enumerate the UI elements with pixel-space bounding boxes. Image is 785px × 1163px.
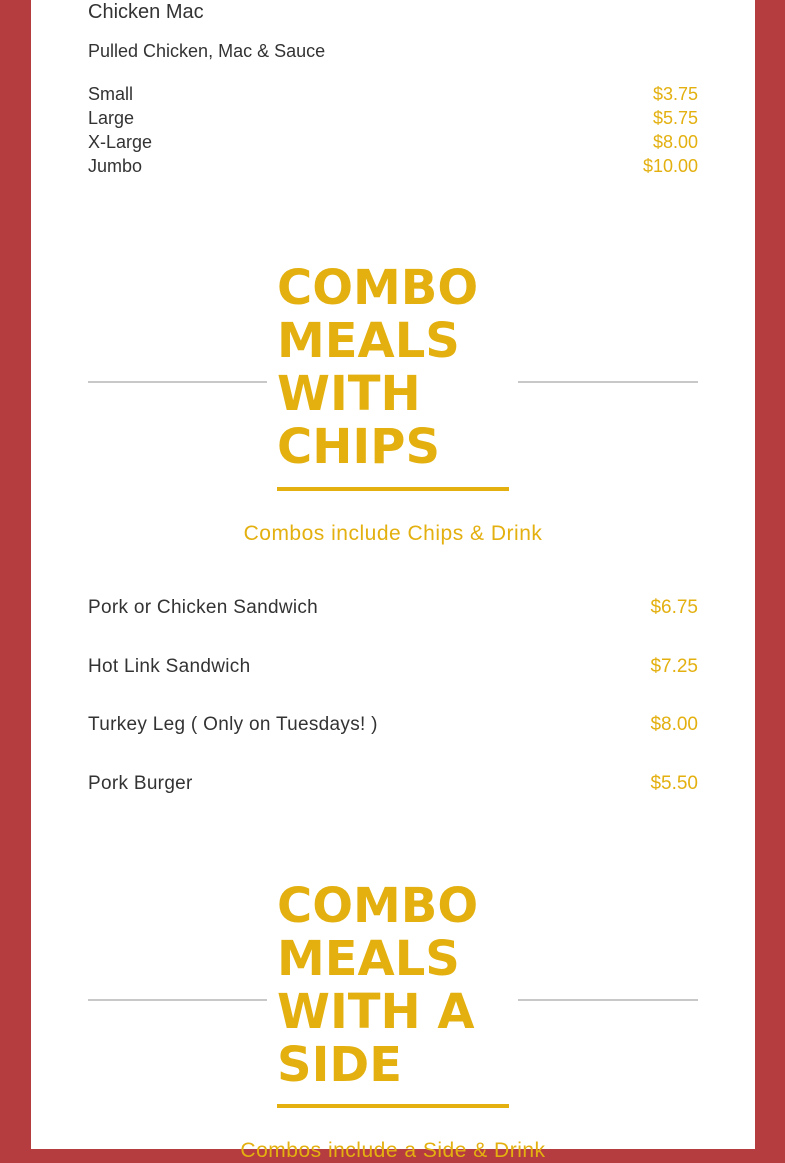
menu-item-title: Chicken Mac bbox=[88, 1, 204, 23]
combo-name: Hot Link Sandwich bbox=[88, 655, 251, 677]
combo-price: $8.00 bbox=[650, 714, 698, 735]
size-name: X-Large bbox=[88, 132, 153, 152]
section-heading: COMBO MEALS WITH A SIDE bbox=[277, 878, 479, 1093]
size-name: Jumbo bbox=[88, 156, 143, 176]
menu-page bbox=[31, 0, 755, 1162]
divider-left bbox=[88, 999, 267, 1001]
combo-name: Pork or Chicken Sandwich bbox=[88, 597, 319, 618]
heading-underline bbox=[277, 1104, 509, 1108]
menu-item-description: Pulled Chicken, Mac & Sauce bbox=[88, 41, 326, 61]
section-heading: COMBO MEALS WITH CHIPS bbox=[277, 260, 479, 475]
size-price: $5.75 bbox=[652, 108, 698, 128]
combo-price: $5.50 bbox=[650, 772, 698, 794]
combo-price: $7.25 bbox=[650, 655, 698, 677]
size-price: $10.00 bbox=[642, 156, 698, 176]
size-price: $8.00 bbox=[652, 132, 698, 152]
combo-name: Pork Burger bbox=[88, 772, 193, 794]
size-name: Small bbox=[88, 84, 134, 104]
section-subtitle: Combos include a Side & Drink bbox=[240, 1139, 546, 1162]
section-subtitle: Combos include Chips & Drink bbox=[243, 522, 543, 545]
section-combo-side bbox=[88, 0, 698, 1162]
size-price: $3.75 bbox=[652, 84, 698, 104]
divider-right bbox=[518, 999, 698, 1001]
combo-name: Turkey Leg ( Only on Tuesdays! ) bbox=[88, 714, 378, 735]
combo-price: $6.75 bbox=[650, 597, 698, 618]
size-name: Large bbox=[88, 108, 135, 128]
